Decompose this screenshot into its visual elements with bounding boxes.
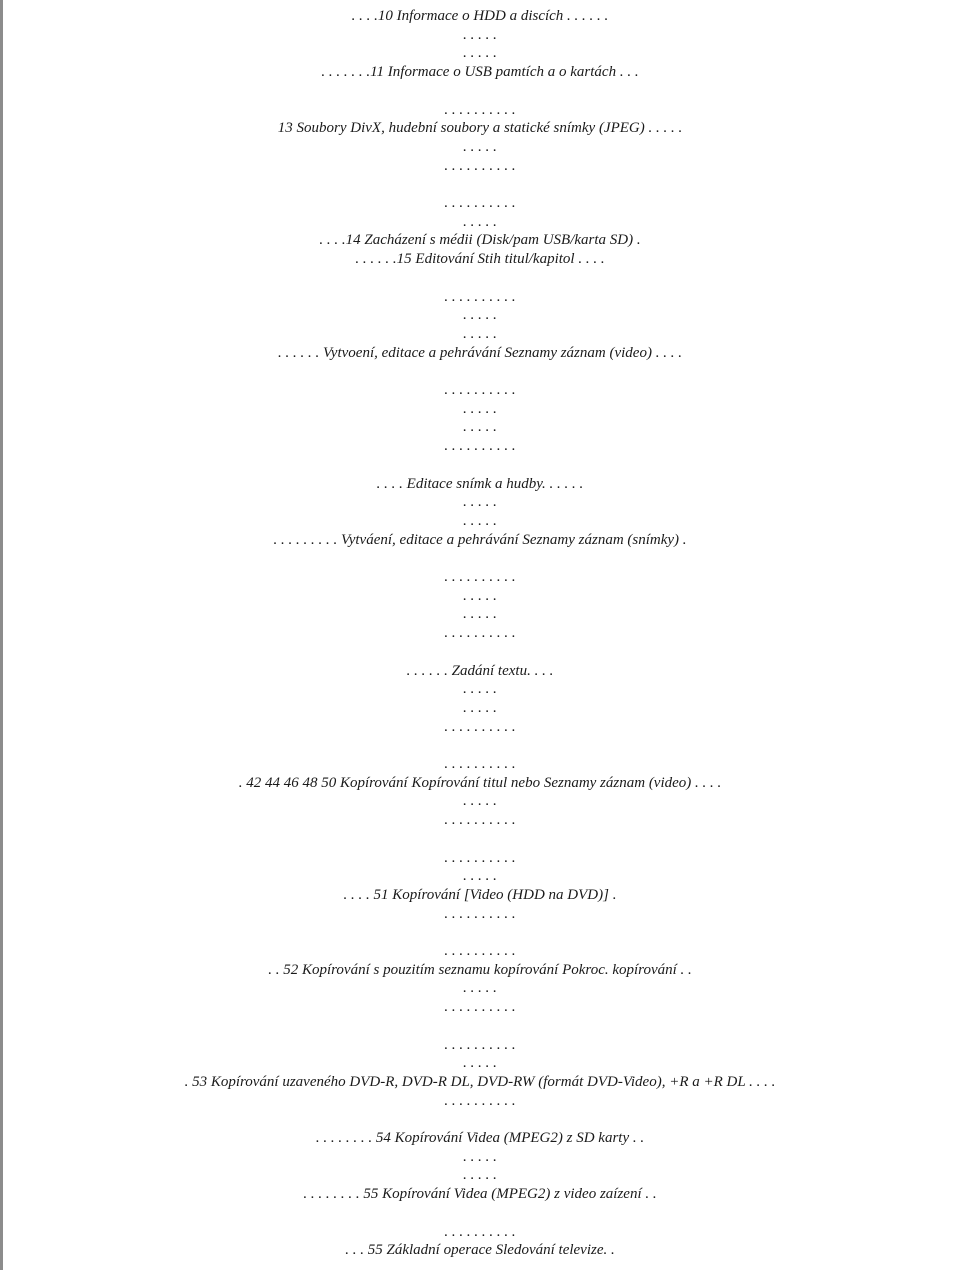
toc-line: . . . . . . . . . . bbox=[444, 756, 516, 772]
toc-line: . . . . . bbox=[463, 699, 497, 716]
toc-line: . . . .14 Zacházení s médii (Disk/pam USB/karta SD) . bbox=[319, 232, 641, 249]
toc-line: . . . . . . . . . . bbox=[444, 999, 516, 1016]
toc-line: . . . . . bbox=[463, 512, 497, 529]
toc-line: . . . . . bbox=[463, 606, 497, 623]
toc-line: . . . . . . . . . . bbox=[444, 438, 516, 455]
toc-line: . 42 44 46 48 50 Kopírování Kopírování titul nebo Seznamy záznam (video) . . . . bbox=[238, 774, 722, 791]
toc-line: . . . . . . Vytvoení, editace a pehrávání Seznamy záznam (video) . . . . bbox=[278, 344, 682, 361]
toc-line: . . . . . bbox=[463, 26, 497, 43]
toc-line: 13 Soubory DivX, hudební soubory a statické snímky (JPEG) . . . . . bbox=[277, 120, 683, 137]
toc-line: . . . . . . . . . . bbox=[444, 1223, 516, 1240]
toc-line: . . . . . bbox=[463, 681, 497, 698]
toc-line: . . . . 51 Kopírování [Video (HDD na DVD)] . bbox=[343, 886, 617, 903]
toc-line: . . . . . bbox=[463, 793, 497, 810]
toc-line: . . . . . . . . . . bbox=[444, 812, 516, 829]
toc-line: . . . . . bbox=[463, 213, 497, 230]
toc-line: . . . . . . . . . . bbox=[444, 288, 516, 305]
toc-line: . . . . . bbox=[463, 1148, 497, 1165]
toc-line: . . . . . . . . 54 Kopírování Videa (MPEG2) z SD karty . . bbox=[315, 1130, 645, 1146]
toc-line: . . . 55 Základní operace Sledování televize. . bbox=[345, 1242, 615, 1259]
toc-line: . . . . . bbox=[463, 325, 497, 342]
toc-line: . . . . . bbox=[463, 138, 497, 155]
toc-line: . . . . . . . . . . bbox=[444, 1092, 516, 1109]
toc-line: . . . . . . . . . . bbox=[444, 718, 516, 735]
toc-line: . . . . . . . . . . bbox=[444, 157, 516, 174]
toc-line: . . . . . . . . . . bbox=[444, 625, 516, 642]
toc-line: . . . . . bbox=[463, 45, 497, 62]
toc-line: . . . . . .15 Editování Stih titul/kapitol . . . . bbox=[355, 251, 605, 268]
toc-line: . . 52 Kopírování s pouzitím seznamu kopírování Pokroc. kopírování . . bbox=[268, 961, 692, 978]
toc-line: . . . . . bbox=[463, 1055, 497, 1072]
toc-line: . . . . . bbox=[463, 587, 497, 604]
toc-line: . . . . . . .11 Informace o USB pamtích a o kartách . . . bbox=[321, 64, 639, 81]
toc-line: . . . . . . . . . . bbox=[444, 382, 516, 398]
toc-line: . . . . . bbox=[463, 868, 497, 885]
toc-line: . . . . . . . . . . bbox=[444, 195, 516, 211]
toc-line: . . . . . bbox=[463, 1167, 497, 1184]
toc-line: . . . . . . . . . . bbox=[444, 101, 516, 118]
toc-line: . . . . . bbox=[463, 419, 497, 436]
toc-line: . . . . . . . . . Vytváení, editace a pehrávání Seznamy záznam (snímky) . bbox=[273, 531, 687, 548]
toc-line: . . . . . . . . . . bbox=[444, 943, 516, 959]
toc-line: . . . . . bbox=[463, 494, 497, 511]
toc-line: . . . . . bbox=[463, 307, 497, 324]
toc-line: . . . . . . . . . . bbox=[444, 1036, 516, 1053]
toc-line: . . . . . . . . 55 Kopírování Videa (MPEG2) z video zaízení . . bbox=[303, 1186, 657, 1203]
toc-line: . . . .10 Informace o HDD a discích . . . . . . bbox=[351, 8, 609, 24]
toc-line: . . . . . . Zadání textu. . . . bbox=[406, 662, 554, 679]
toc-line: . . . . . . . . . . bbox=[444, 849, 516, 866]
toc-line: . . . . . bbox=[463, 400, 497, 417]
toc-line: . . . . . . . . . . bbox=[444, 569, 516, 585]
toc-line: . . . . . bbox=[463, 980, 497, 997]
toc-line: . 53 Kopírování uzaveného DVD-R, DVD-R DL, DVD-RW (formát DVD-Video), +R a +R DL . . . . bbox=[184, 1073, 776, 1090]
toc-line: . . . . Editace snímk a hudby. . . . . . bbox=[376, 475, 584, 492]
toc-line: . . . . . . . . . . bbox=[444, 905, 516, 922]
